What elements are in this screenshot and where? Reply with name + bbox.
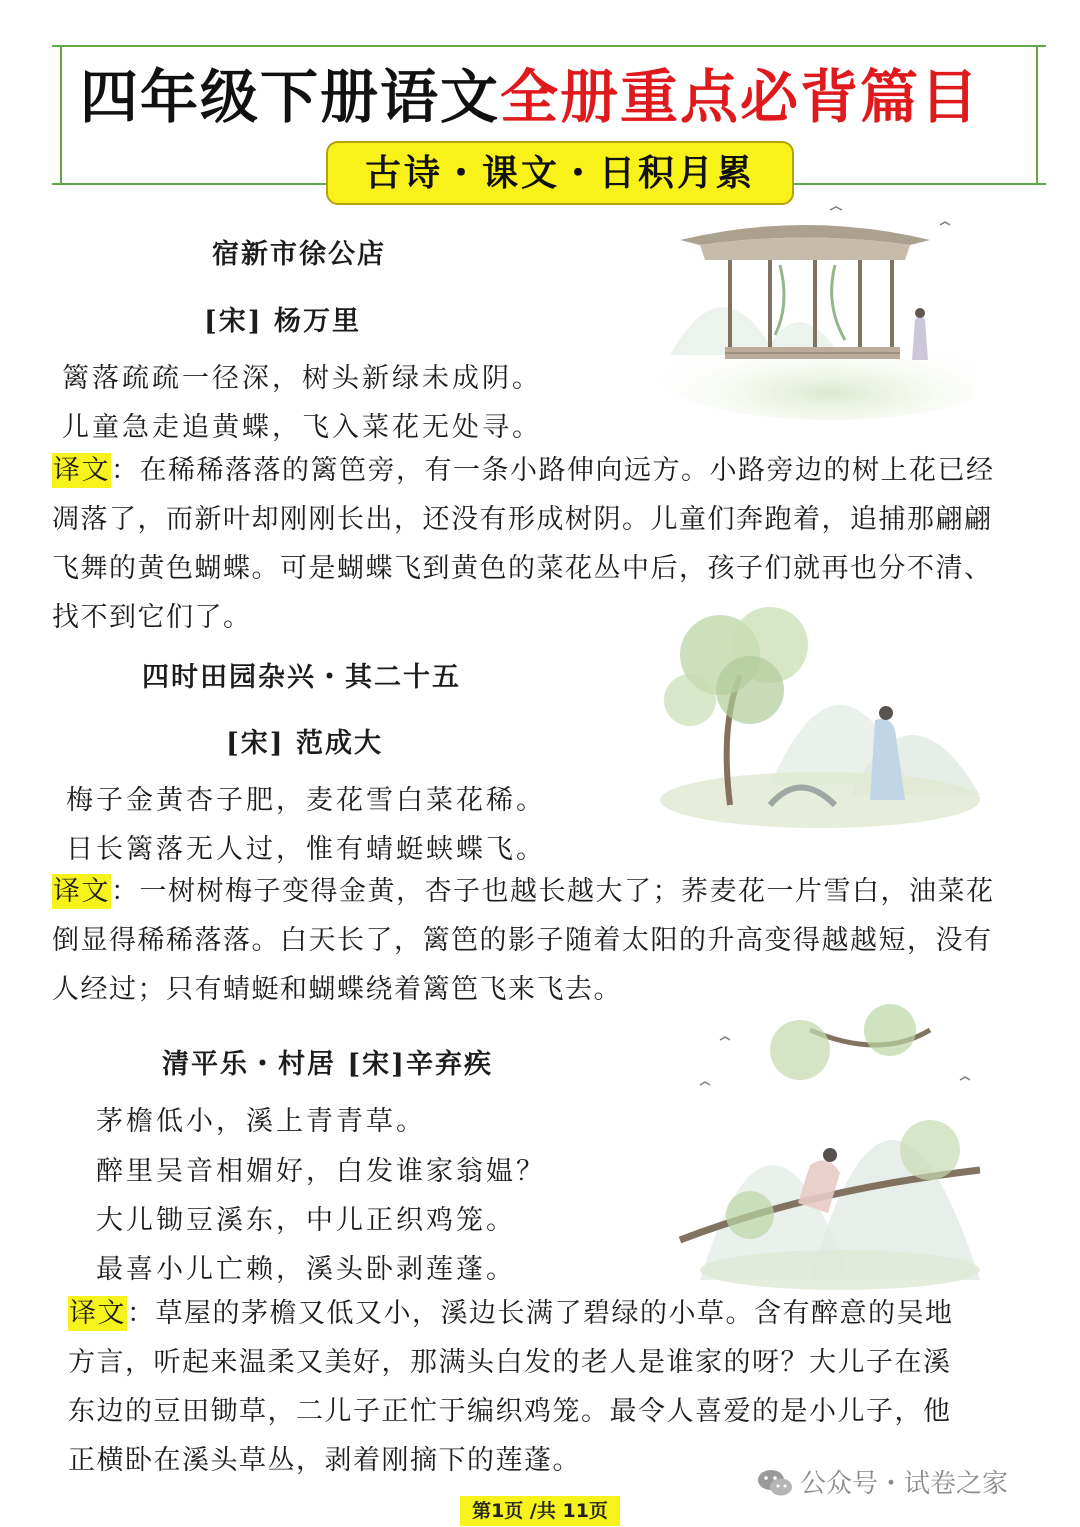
wechat-icon (756, 1468, 794, 1498)
page-title (80, 62, 980, 132)
poem-2-title: 四时田园杂兴・其二十五 (142, 662, 461, 693)
translation-line: 飞舞的黄色蝴蝶。可是蝴蝶飞到黄色的菜花丛中后，孩子们就再也分不清、 (52, 553, 993, 584)
poem-2-line: 梅子金黄杏子肥，麦花雪白菜花稀。 (66, 785, 546, 816)
poem-1-line: 儿童急走追黄蝶，飞入菜花无处寻。 (62, 412, 542, 443)
translation-label: 译文 (69, 1298, 126, 1329)
translation-label: 译文 (53, 876, 110, 907)
poem-3-title: 清平乐・村居 [宋]辛弃疾 (162, 1049, 493, 1080)
translation-line: 译文：草屋的茅檐又低又小，溪边长满了碧绿的小草。含有醉意的吴地 (69, 1298, 954, 1329)
translation-line: 译文：一树树梅子变得金黄，杏子也越长越大了；荞麦花一片雪白，油菜花 (53, 876, 995, 907)
watermark-text: 公众号・试卷之家 (800, 1469, 1009, 1499)
tree-figure-illustration (650, 605, 995, 830)
poem-2-author: [宋] 范成大 (226, 728, 383, 759)
translation-label: 译文 (53, 455, 110, 486)
poem-3-line: 茅檐低小，溪上青青草。 (96, 1106, 426, 1137)
poem-3-translation (68, 1289, 998, 1485)
branch-figure-illustration (660, 990, 1000, 1290)
page-number: 第1页 /共 11页 (460, 1496, 620, 1526)
subtitle-badge: 古诗・课文・日积月累 (326, 141, 794, 205)
poem-3-line: 大儿锄豆溪东，中儿正织鸡笼。 (96, 1205, 516, 1236)
translation-line: 译文：在稀稀落落的篱笆旁，有一条小路伸向远方。小路旁边的树上花已经 (53, 455, 995, 486)
poem-3-line: 最喜小儿亡赖，溪头卧剥莲蓬。 (96, 1254, 516, 1285)
title-black-part: 四年级下册语文 (80, 63, 501, 131)
poem-1-line: 篱落疏疏一径深，树头新绿未成阴。 (62, 363, 542, 394)
poem-3-line: 醉里吴音相媚好，白发谁家翁媪？ (96, 1156, 546, 1187)
translation-line: 凋落了，而新叶却刚刚长出，还没有形成树阴。儿童们奔跑着，追捕那翩翩 (52, 504, 993, 535)
title-red-part: 全册重点必背篇目 (500, 63, 981, 131)
poem-1-title: 宿新市徐公店 (212, 239, 386, 270)
poem-1-author: [宋] 杨万里 (204, 306, 361, 337)
poem-2-line: 日长篱落无人过，惟有蜻蜓蛱蝶飞。 (66, 834, 546, 865)
watermark (756, 1466, 1008, 1502)
translation-line: 方言，听起来温柔又美好，那满头白发的老人是谁家的呀？大儿子在溪 (68, 1347, 952, 1378)
translation-line: 东边的豆田锄草，二儿子正忙于编织鸡笼。最令人喜爱的是小儿子，他 (68, 1396, 952, 1427)
translation-line: 正横卧在溪头草丛，剥着刚摘下的莲蓬。 (68, 1445, 581, 1476)
translation-line: 找不到它们了。 (52, 602, 252, 633)
pavilion-illustration (630, 205, 975, 420)
translation-line: 倒显得稀稀落落。白天长了，篱笆的影子随着太阳的升高变得越越短，没有 (52, 925, 993, 956)
translation-line: 人经过；只有蜻蜓和蝴蝶绕着篱笆飞来飞去。 (52, 974, 622, 1005)
